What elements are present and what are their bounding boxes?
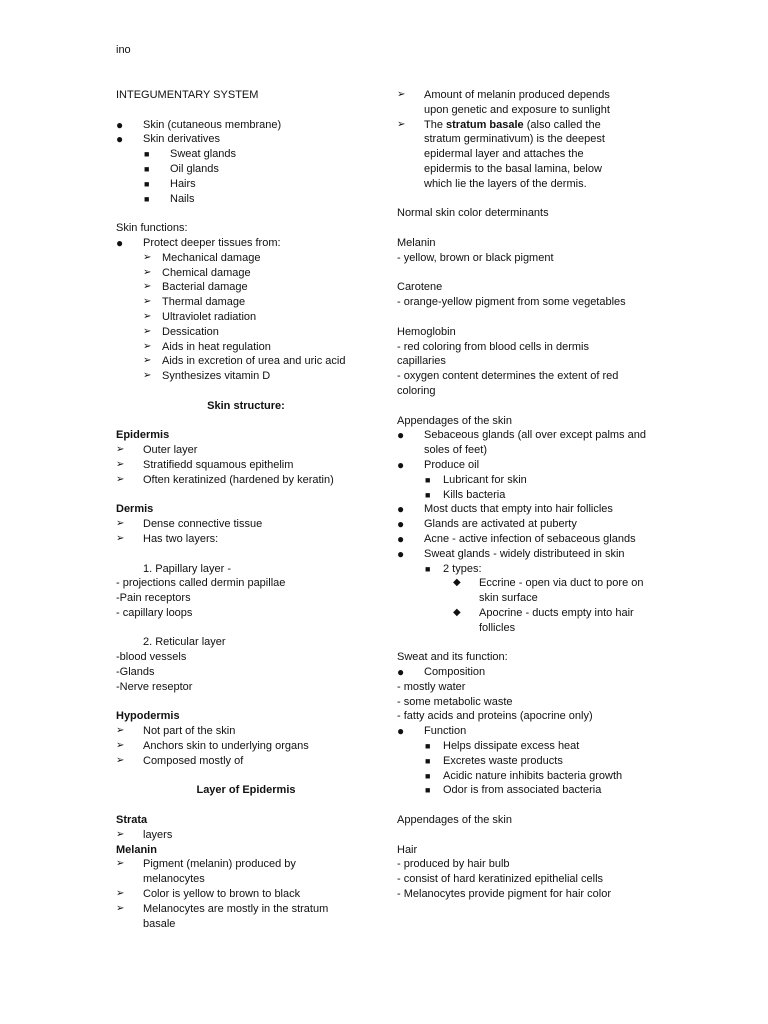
list-item: ➢ Stratifiedd squamous epithelim [116, 458, 294, 471]
text-line: -Pain receptors [116, 592, 191, 605]
text-line: -Glands [116, 666, 155, 679]
carotene-subheading: Carotene [397, 281, 443, 294]
text-line: - yellow, brown or black pigment [397, 251, 554, 264]
arrow-bullet-icon: ➢ [116, 444, 125, 456]
square-bullet-icon: ■ [425, 489, 431, 500]
dot-bullet-icon: ● [397, 546, 405, 561]
list-item: ➢ Aids in heat regulation [143, 340, 271, 353]
list-item: ➢ Aids in excretion of urea and uric acid [143, 355, 346, 368]
section-heading: Sweat and its function: [397, 651, 508, 664]
text-line: - orange-yellow pigment from some vegetables [397, 296, 626, 309]
text-line: - produced by hair bulb [397, 858, 510, 871]
reticular-layer-title: 2. Reticular layer [143, 636, 226, 649]
list-item: ➢ Amount of melanin produced depends upon genetic and exposure to sunlight [397, 89, 610, 116]
arrow-bullet-icon: ➢ [143, 370, 152, 382]
list-item: ➢ Bacterial damage [143, 281, 248, 294]
arrow-bullet-icon: ➢ [116, 828, 125, 840]
list-item: ● Skin derivatives [116, 132, 221, 147]
list-item: ➢ Dense connective tissue [116, 518, 263, 531]
papillary-layer-title: 1. Papillary layer - [143, 562, 232, 575]
dot-bullet-icon: ● [397, 457, 405, 472]
arrow-bullet-icon: ➢ [143, 340, 152, 352]
document-title: INTEGUMENTARY SYSTEM [116, 89, 259, 101]
list-item: ➢ Thermal damage [143, 296, 246, 309]
epidermis-heading: Epidermis [116, 429, 170, 442]
arrow-bullet-icon: ➢ [143, 310, 152, 322]
list-item: ● Sebaceous glands (all over except palms and soles of feet) [397, 428, 646, 457]
text-line: - some metabolic waste [397, 695, 513, 708]
left-column [116, 88, 376, 931]
arrow-bullet-icon: ➢ [116, 740, 125, 752]
dermis-heading: Dermis [116, 503, 154, 516]
list-item: ➢ The stratum basale (also called the stratum germinativum) is the deepest epidermal layer and attaches the epidermis to the basal lamina, below which lie the layers of the dermis. [397, 118, 605, 190]
list-item: ➢ Has two layers: [116, 532, 219, 545]
list-item: ● Function [397, 724, 467, 739]
text-line: -Nerve reseptor [116, 680, 193, 693]
hemoglobin-subheading: Hemoglobin [397, 325, 456, 338]
arrow-bullet-icon: ➢ [116, 888, 125, 900]
list-item: ■ 2 types: [425, 562, 482, 575]
arrow-bullet-icon: ➢ [397, 118, 406, 130]
list-item: ➢ Mechanical damage [143, 251, 261, 264]
hypodermis-heading: Hypodermis [116, 710, 180, 723]
dot-bullet-icon: ● [116, 235, 124, 250]
arrow-bullet-icon: ➢ [143, 355, 152, 367]
arrow-bullet-icon: ➢ [116, 518, 125, 530]
square-bullet-icon: ■ [425, 770, 431, 781]
arrow-bullet-icon: ➢ [143, 281, 152, 293]
list-item: ➢ Not part of the skin [116, 725, 236, 738]
list-item: ■ Lubricant for skin [425, 473, 527, 486]
list-item: ● Skin (cutaneous membrane) [116, 117, 282, 132]
list-item: ➢ Often keratinized (hardened by keratin) [116, 473, 334, 486]
section-heading: Skin functions: [116, 222, 188, 235]
dot-bullet-icon: ● [397, 502, 405, 517]
text-line: - mostly water [397, 680, 466, 693]
arrow-bullet-icon: ➢ [116, 725, 125, 737]
list-item: ➢ Ultraviolet radiation [143, 310, 257, 323]
arrow-bullet-icon: ➢ [143, 251, 152, 263]
list-item: ■ Helps dissipate excess heat [425, 740, 580, 753]
list-item: ● Acne - active infection of sebaceous glands [397, 531, 636, 546]
section-heading: Appendages of the skin [397, 414, 512, 427]
text-line: - Melanocytes provide pigment for hair color [397, 888, 611, 901]
hair-subheading: Hair [397, 843, 418, 856]
arrow-bullet-icon: ➢ [143, 266, 152, 278]
strata-heading: Strata [116, 814, 148, 827]
list-item: ● Produce oil [397, 457, 480, 472]
list-item: ● Sweat glands - widely distributeed in skin [397, 546, 625, 561]
square-bullet-icon: ■ [425, 741, 431, 752]
text-line: - oxygen content determines the extent of red coloring [397, 370, 619, 397]
list-item: ➢ Color is yellow to brown to black [116, 888, 301, 901]
list-item: ➢ Synthesizes vitamin D [143, 370, 271, 383]
list-item: ● Composition [397, 665, 486, 680]
melanin-subheading: Melanin [397, 236, 436, 249]
list-item: ➢ Anchors skin to underlying organs [116, 740, 309, 753]
list-item: ■ Excretes waste products [425, 754, 563, 767]
list-item: ➢ layers [116, 828, 173, 841]
dot-bullet-icon: ● [397, 517, 405, 532]
stratum-basale-term: stratum basale [446, 118, 524, 131]
list-item: ➢ Outer layer [116, 444, 198, 457]
list-item: ➢ Melanocytes are mostly in the stratum basale [116, 902, 329, 930]
arrow-bullet-icon: ➢ [116, 532, 125, 544]
section-heading: Normal skin color determinants [397, 207, 549, 220]
dot-bullet-icon: ● [397, 665, 405, 680]
square-bullet-icon: ■ [425, 563, 431, 574]
dot-bullet-icon: ● [116, 132, 124, 147]
arrow-bullet-icon: ➢ [143, 325, 152, 337]
arrow-bullet-icon: ➢ [397, 89, 406, 100]
right-column [397, 88, 667, 902]
text-line: - fatty acids and proteins (apocrine only) [397, 710, 593, 723]
dot-bullet-icon: ● [397, 428, 405, 443]
diamond-bullet-icon: ◆ [453, 606, 461, 618]
arrow-bullet-icon: ➢ [116, 902, 125, 914]
list-item: ■ Kills bacteria [425, 488, 506, 501]
arrow-bullet-icon: ➢ [143, 296, 152, 308]
list-item: ➢ Pigment (melanin) produced by melanocytes [116, 858, 296, 886]
arrow-bullet-icon: ➢ [116, 473, 125, 485]
text-line: - capillary loops [116, 606, 193, 619]
square-bullet-icon: ■ [425, 474, 431, 485]
arrow-bullet-icon: ➢ [116, 754, 125, 766]
dot-bullet-icon: ● [397, 531, 405, 546]
text-line: - red coloring from blood cells in dermis capillaries [397, 340, 589, 368]
list-item: ● Most ducts that empty into hair follicles [397, 502, 613, 517]
list-item: ● Glands are activated at puberty [397, 517, 577, 532]
list-item: ■ Oil glands [144, 162, 219, 175]
square-bullet-icon: ■ [144, 193, 150, 204]
text-line: -blood vessels [116, 651, 187, 664]
square-bullet-icon: ■ [425, 755, 431, 766]
dot-bullet-icon: ● [397, 724, 405, 739]
list-item: ■ Acidic nature inhibits bacteria growth [425, 769, 623, 782]
list-item: ➢ Chemical damage [143, 266, 251, 279]
list-item: ◆ Apocrine - ducts empty into hair follicles [453, 606, 634, 634]
section-heading: Appendages of the skin [397, 814, 512, 827]
square-bullet-icon: ■ [144, 163, 150, 174]
diamond-bullet-icon: ◆ [453, 577, 461, 589]
square-bullet-icon: ■ [144, 178, 150, 189]
arrow-bullet-icon: ➢ [116, 458, 125, 470]
list-item: ■ Nails [144, 192, 195, 205]
skin-structure-heading: Skin structure: [207, 399, 285, 412]
text-line: - consist of hard keratinized epithelial cells [397, 873, 604, 886]
list-item: ■ Hairs [144, 177, 196, 190]
square-bullet-icon: ■ [425, 785, 431, 796]
list-item: ■ Odor is from associated bacteria [425, 784, 602, 797]
list-item: ➢ Composed mostly of [116, 754, 244, 767]
layer-of-epidermis-heading: Layer of Epidermis [196, 784, 296, 797]
page-header: ino [116, 44, 131, 56]
text-line: - projections called dermin papillae [116, 577, 286, 590]
list-item: ■ Sweat glands [144, 148, 237, 161]
square-bullet-icon: ■ [144, 149, 150, 160]
melanin-heading: Melanin [116, 843, 157, 856]
arrow-bullet-icon: ➢ [116, 858, 125, 870]
list-item: ◆ Eccrine - open via duct to pore on skin surface [453, 577, 644, 605]
dot-bullet-icon: ● [116, 117, 124, 132]
list-item: ➢ Dessication [143, 325, 219, 338]
list-item: ● Protect deeper tissues from: [116, 235, 281, 250]
